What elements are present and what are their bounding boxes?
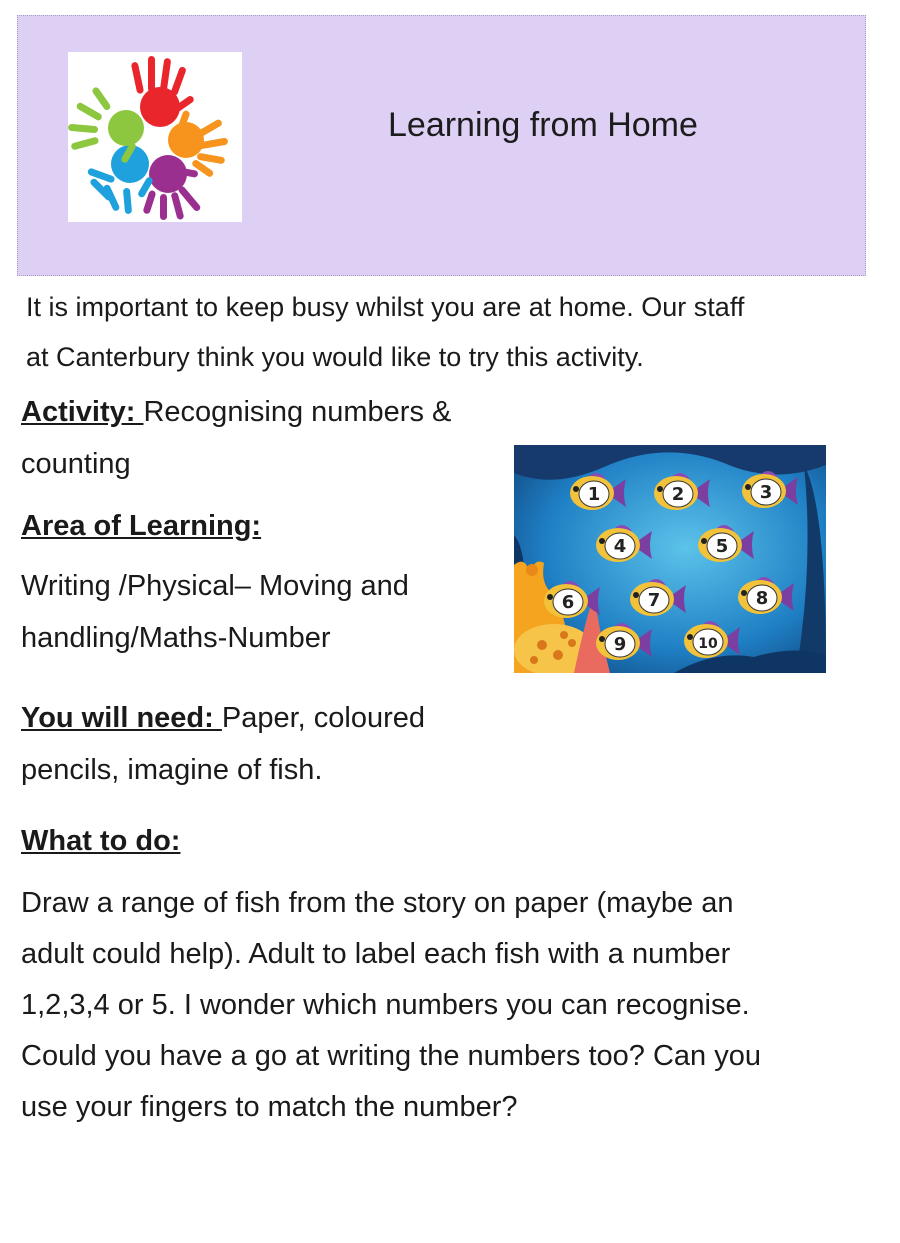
area-text — [21, 560, 409, 664]
instructions-paragraph — [21, 878, 871, 1133]
activity-label: Activity: — [21, 396, 144, 428]
what-label: What to do: — [21, 825, 181, 857]
activity-text: Recognising numbers & — [143, 396, 452, 428]
area-label: Area of Learning: — [21, 510, 262, 542]
fish-number-label: 2 — [671, 484, 685, 505]
fish-number-label: 5 — [715, 536, 729, 557]
area-line: Writing /Physical– Moving and — [21, 570, 409, 602]
fish-number-label: 8 — [755, 588, 769, 609]
area-section — [21, 500, 261, 552]
instruction-line: Could you have a go at writing the numbers too? Can you — [21, 1040, 761, 1072]
fish-number-label: 10 — [698, 636, 718, 652]
need-text: Paper, coloured — [221, 702, 426, 734]
activity-text-cont: counting — [21, 448, 131, 480]
fish-number-label: 6 — [561, 592, 575, 613]
intro-line: at Canterbury think you would like to try this activity. — [26, 342, 644, 372]
header-banner — [17, 15, 866, 276]
intro-paragraph — [26, 282, 856, 382]
numbered-fish-image-icon — [514, 445, 826, 673]
fish-number-label: 1 — [587, 484, 601, 505]
area-line: handling/Maths-Number — [21, 622, 331, 654]
instruction-line: use your fingers to match the number? — [21, 1091, 518, 1123]
intro-line: It is important to keep busy whilst you are at home. Our staff — [26, 292, 745, 322]
handprints-logo-icon — [68, 52, 242, 222]
you-will-need-section — [21, 692, 425, 796]
need-text-cont: pencils, imagine of fish. — [21, 754, 323, 786]
activity-section — [21, 386, 451, 490]
fish-number-label: 7 — [647, 590, 661, 611]
need-label: You will need: — [21, 702, 222, 734]
instruction-line: adult could help). Adult to label each fish with a number — [21, 938, 731, 970]
fish-number-label: 3 — [759, 482, 773, 503]
fish-number-label: 4 — [613, 536, 627, 557]
page-title: Learning from Home — [388, 106, 698, 144]
instruction-line: 1,2,3,4 or 5. I wonder which numbers you can recognise. — [21, 989, 750, 1021]
instruction-line: Draw a range of fish from the story on paper (maybe an — [21, 887, 734, 919]
fish-number-label: 9 — [613, 634, 627, 655]
what-to-do-section — [21, 815, 180, 867]
